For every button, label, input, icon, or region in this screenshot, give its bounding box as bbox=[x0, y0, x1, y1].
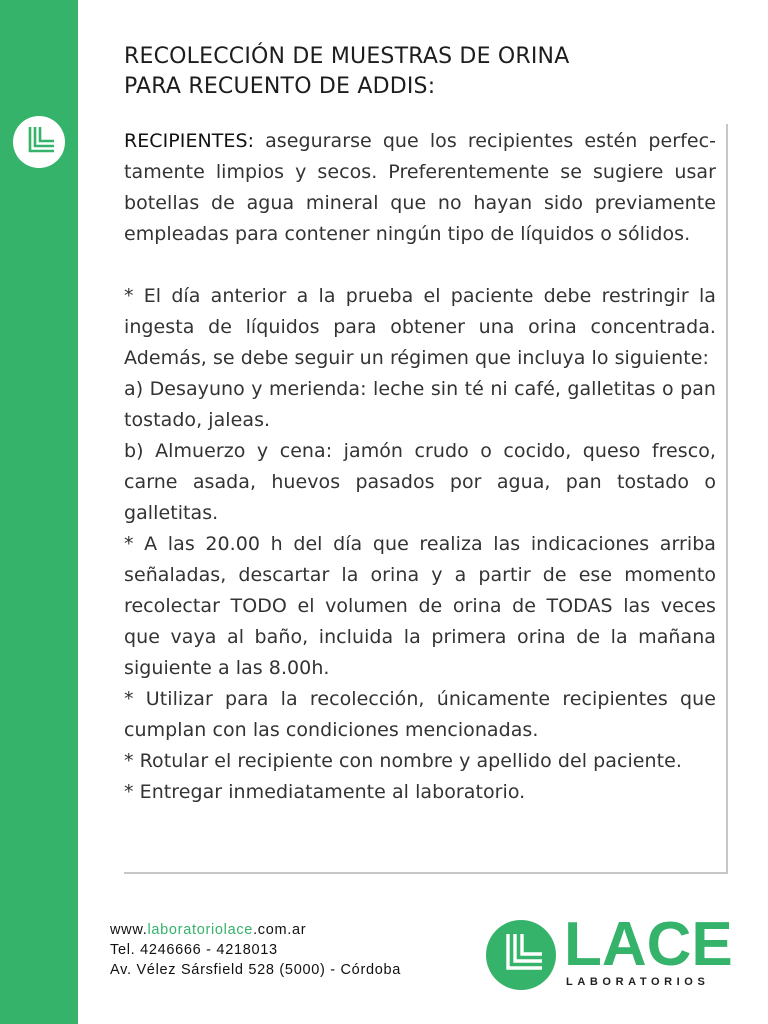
instruction-lunch: b) Almuerzo y cena: jamón crudo o cocido, queso fresco, carne asada, huevos pasados por agua, pan tostado o galletitas. bbox=[124, 440, 716, 524]
instructions-body bbox=[124, 126, 716, 808]
web-suffix: .com.ar bbox=[253, 922, 307, 938]
web-domain: laboratoriolace bbox=[147, 922, 254, 938]
recipientes-paragraph bbox=[124, 126, 716, 250]
website-link[interactable] bbox=[110, 920, 401, 940]
title-line-2: PARA RECUENTO DE ADDIS: bbox=[124, 74, 436, 99]
recipientes-text: asegurarse que los recipientes estén perfec-tamente limpios y secos. Preferentemente se sugiere usar botellas de agua mineral que no hayan sido previamente empleadas para contener ningún tipo de líquidos o sólidos. bbox=[124, 130, 716, 245]
lace-logo-icon bbox=[13, 116, 65, 168]
left-green-strip bbox=[0, 0, 78, 1024]
instruction-deliver: * Entregar inmediatamente al laboratorio. bbox=[124, 781, 526, 803]
lace-logo-mark bbox=[13, 116, 65, 168]
brand-subtitle: LABORATORIOS bbox=[566, 976, 710, 988]
address: Av. Vélez Sársfield 528 (5000) - Córdoba bbox=[110, 962, 402, 978]
brand-mark-icon bbox=[486, 920, 556, 990]
instruction-containers: * Utilizar para la recolección, únicamente recipientes que cumplan con las condiciones mencionadas. bbox=[124, 688, 716, 741]
paragraph-gap bbox=[124, 250, 716, 281]
title-line-1: RECOLECCIÓN DE MUESTRAS DE ORINA bbox=[124, 44, 570, 69]
instruction-label: * Rotular el recipiente con nombre y apellido del paciente. bbox=[124, 750, 682, 772]
page-title bbox=[124, 42, 724, 102]
instruction-breakfast: a) Desayuno y merienda: leche sin té ni café, galletitas o pan tostado, jaleas. bbox=[124, 378, 716, 431]
footer-contact bbox=[110, 920, 401, 980]
phone-numbers: Tel. 4246666 - 4218013 bbox=[110, 942, 278, 958]
brand-name: LACE bbox=[564, 910, 733, 979]
brand-circle-icon bbox=[486, 920, 556, 990]
instruction-collection: * A las 20.00 h del día que realiza las indicaciones arriba señaladas, descartar la orina y a partir de ese momento recolectar TODO el volumen de orina de TODAS las veces que vaya al baño, incluida la primera orina de la mañana siguiente a las 8.00h. bbox=[124, 533, 716, 679]
instruction-diet-restriction: * El día anterior a la prueba el paciente debe restringir la ingesta de líquidos para obtener una orina concentrada. Además, se debe seguir un régimen que incluya lo siguiente: bbox=[124, 285, 716, 369]
lace-brand-logo bbox=[486, 910, 756, 990]
web-prefix: www. bbox=[110, 922, 148, 938]
recipientes-label: RECIPIENTES: bbox=[124, 130, 255, 152]
